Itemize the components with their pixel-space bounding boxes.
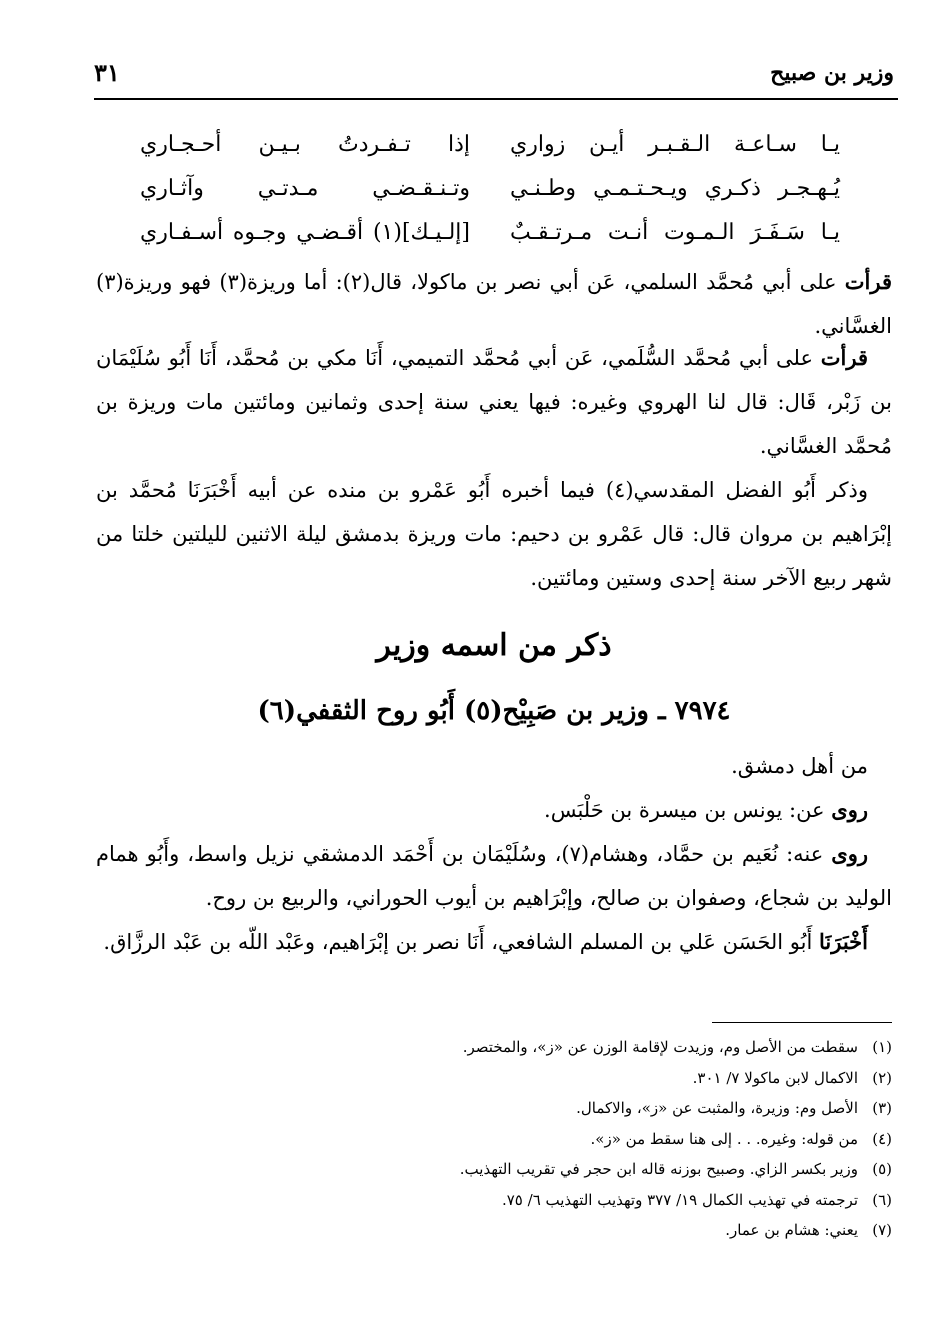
verse-first-hemistich: يُـهـجـر ذكـري ويـحـتـمـي وطـنـي (510, 176, 840, 201)
footnote-text: الأصل وم: وزيرة، والمثبت عن «ز»، والاكمال. (576, 1099, 858, 1117)
paragraph-qaraat-2 (96, 336, 892, 468)
verse-line (140, 172, 840, 216)
header-divider (94, 98, 898, 100)
paragraph-lead: قرأت (820, 345, 868, 370)
entry-heading: ٧٩٧٤ ـ وزير بن صَبِيْح(٥) أَبُو روح الثقفي(٦) (257, 696, 731, 726)
paragraph-text: على أبي مُحمَّد السلمي، عَن أبي نصر بن ماكولا، قال(٢): أما وريزة(٣) فهو وريزة(٣) الغسَّاني. (96, 270, 892, 338)
paragraph-lead: قرأت (844, 269, 892, 294)
running-title: وزير بن صبيح (770, 60, 894, 86)
verse-second-hemistich: إذا تـفـردتُ بـيـن أحـجـاري (140, 132, 470, 157)
footnotes (380, 1032, 892, 1246)
footnote (380, 1063, 892, 1094)
footnote-number: (٣) (872, 1099, 892, 1117)
footnote (380, 1154, 892, 1185)
running-header (94, 56, 894, 96)
verse-first-hemistich: يـا سـاعـة الـقـبـر أيـن زواري (510, 132, 840, 157)
footnote-number: (٥) (872, 1160, 892, 1178)
footnote (380, 1215, 892, 1246)
footnote-number: (٢) (872, 1068, 892, 1087)
section-heading: ذكر من اسمه وزير (376, 628, 612, 663)
paragraph-text: عنه: نُعَيم بن حمَّاد، وهشام(٧)، وسُلَيْمَان بن أَحْمَد الدمشقي نزيل واسط، وأَبُو همام الوليد بن شجاع، وصفوان بن صالح، وإبْرَاهيم بن أيوب الحوراني، والربيع بن روح. (96, 842, 892, 910)
footnote-text: الاكمال لابن ماكولا ٧/ ٣٠١. (692, 1068, 858, 1087)
footnote-text: ترجمته في تهذيب الكمال ١٩/ ٣٧٧ وتهذيب التهذيب ٦/ ٧٥. (501, 1190, 858, 1209)
footnote (380, 1032, 892, 1063)
paragraph-dhakar (96, 468, 892, 600)
verse-second-hemistich: وتـنـقـضـي مـدتـي وآثـاري (140, 176, 470, 201)
paragraph-qaraat-1 (96, 260, 892, 348)
paragraph-text: على أبي مُحمَّد السُّلَمي، عَن أبي مُحمَّد التميمي، أَنَا مكي بن مُحمَّد، أَنَا أَبُو سُلَيْمَان بن زَبْر، قَال: قال لنا الهروي وغيره: فيها يعني سنة إحدى وثمانين ومائتين مات وريزة بن مُحمَّد الغسَّاني. (96, 346, 892, 458)
entry-akhbarana (96, 920, 892, 964)
footnote-divider (712, 1022, 892, 1023)
entry-body (96, 744, 892, 964)
footnote-number: (٤) (872, 1129, 892, 1148)
paragraph-lead: روى (831, 841, 868, 866)
entry-rawa-anhu (96, 832, 892, 920)
paragraph-text: أَبُو الحَسَن عَلي بن المسلم الشافعي، أَنَا نصر بن إبْرَاهيم، وعَبْد اللّه بن عَبْد الرزَّاق. (103, 930, 820, 954)
paragraph-lead: أَخْبَرَنَا (819, 929, 868, 954)
footnote (380, 1185, 892, 1216)
footnote-number: (١) (872, 1038, 892, 1056)
footnote-number: (٦) (872, 1190, 892, 1209)
paragraph-lead: روى (831, 797, 868, 822)
entry-origin (96, 744, 892, 788)
footnote-text: وزير بكسر الزاي. وصبيح بوزنه قاله ابن حجر في تقريب التهذيب. (459, 1160, 858, 1178)
verse-first-hemistich: يـا سَـفَـرَ الـمـوت أنـت مـرتـقـبٌ (510, 220, 840, 245)
footnote-text: من قوله: وغيره. . . إلى هنا سقط من «ز». (590, 1129, 858, 1148)
verse-second-hemistich: [إلـيـك](١) أقـضـي وجـوه أسـفـاري (140, 220, 470, 245)
footnote-text: سقطت من الأصل وم، وزيدت لإقامة الوزن عن «ز»، والمختصر. (462, 1038, 858, 1056)
poem-verses (140, 128, 840, 260)
verse-line (140, 128, 840, 172)
footnote-text: يعني: هشام بن عمار. (725, 1221, 858, 1239)
footnote-number: (٧) (872, 1221, 892, 1239)
verse-line (140, 216, 840, 260)
footnote (380, 1124, 892, 1155)
paragraph-text: وذكر أَبُو الفضل المقدسي(٤) فيما أخبره أَبُو عَمْرو بن منده عن أبيه أَخْبَرَنَا مُحمَّد بن إبْرَاهيم بن مروان قال: قال عَمْرو بن دحيم: مات وريزة بدمشق ليلة الاثنين لليلتين خلتا من شهر ربيع الآخر سنة إحدى وستين ومائتين. (96, 478, 892, 590)
footnote (380, 1093, 892, 1124)
origin-text: من أهل دمشق. (731, 754, 868, 778)
page-number: ٣١ (94, 58, 120, 87)
entry-rawa-an (96, 788, 892, 832)
paragraph-text: عن: يونس بن ميسرة بن حَلْبَس. (544, 798, 832, 822)
